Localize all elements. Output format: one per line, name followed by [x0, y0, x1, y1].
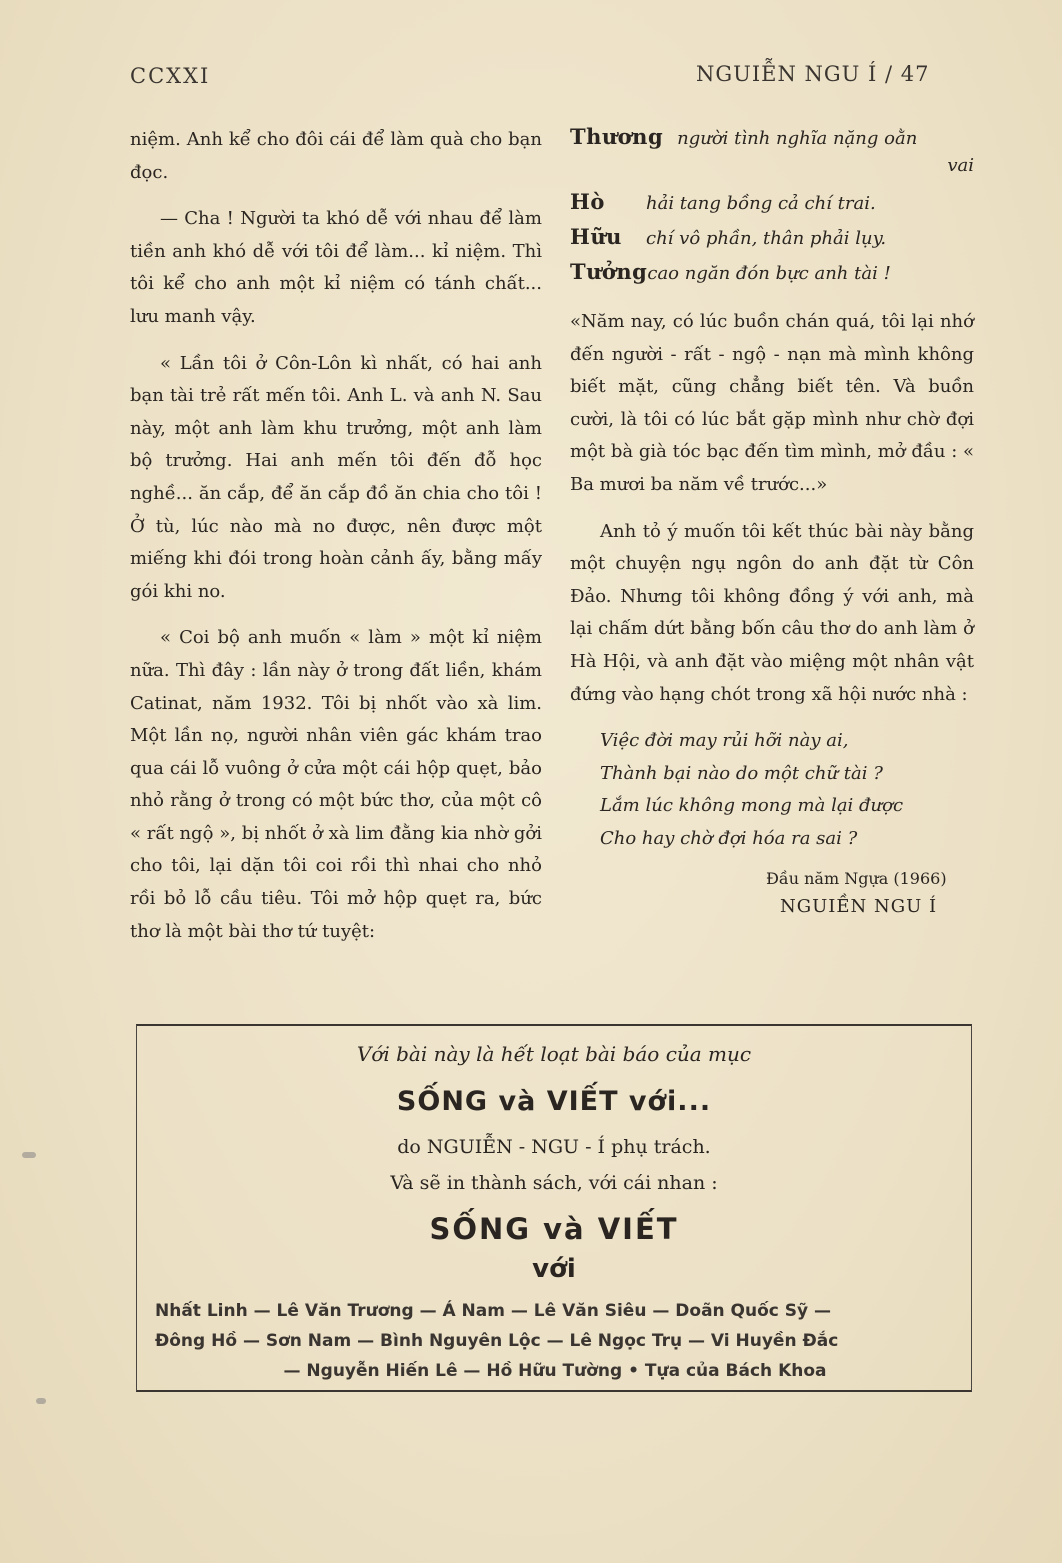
book-title-sub: với: [532, 1254, 576, 1284]
verse-line: Cho hay chờ đợi hóa ra sai ?: [600, 827, 858, 849]
poem-first-word: Tưởng: [570, 259, 648, 284]
page-section-number: CCXXI: [130, 64, 211, 88]
binding-hole: [22, 1152, 36, 1158]
author-row: Nhất Linh — Lê Văn Trương — Á Nam — Lê Văn Siêu — Doãn Quốc Sỹ —: [155, 1301, 832, 1321]
verse-line: Lắm lúc không mong mà lại được: [600, 795, 904, 817]
poem-line: [570, 120, 974, 155]
poem-line: [570, 255, 974, 290]
verse-line: Thành bại nào do một chữ tài ?: [600, 762, 883, 784]
poem-first-word: Hò: [570, 189, 605, 214]
author-row: — Nguyễn Hiến Lê — Hồ Hữu Tường • Tựa của Bách Khoa: [283, 1361, 827, 1381]
acrostic-poem: [570, 120, 974, 290]
poem-line-text: cao ngăn đón bực anh tài !: [647, 263, 891, 284]
binding-hole: [36, 1398, 46, 1404]
verse-line: Việc đời may rủi hỡi này ai,: [600, 730, 849, 752]
right-column: [570, 120, 974, 917]
poem-first-word: Hữu: [570, 224, 622, 249]
paragraph: «Năm nay, có lúc buồn chán quá, tôi lại nhớ đến người - rất - ngộ - nạn mà mình không biết mặt, cũng chẳng biết tên. Và buồn cười, là tôi có lúc bắt gặp mình như chờ đợi một bà già tóc bạc đến tìm mình, mở đầu : « Ba mươi ba năm về trước...»: [570, 311, 974, 495]
signature-name: NGUIỀN NGU Í: [780, 896, 938, 918]
page-running-head: NGUIỄN NGU Í / 47: [696, 62, 930, 86]
left-column: [130, 124, 542, 962]
notice-series-title: SỐNG và VIẾT với...: [396, 1086, 712, 1117]
poem-line-text: hải tang bồng cả chí trai.: [646, 193, 876, 214]
poem-line-text: người tình nghĩa nặng oằn: [677, 128, 918, 149]
poem-first-word: Thương: [570, 124, 664, 149]
paragraph: niệm. Anh kể cho đôi cái để làm quà cho bạn đọc.: [130, 129, 542, 183]
notice-book-line: Và sẽ in thành sách, với cái nhan :: [390, 1172, 718, 1194]
notice-editor-line: do NGUIỄN - NGU - Í phụ trách.: [397, 1136, 711, 1158]
paragraph: « Lần tôi ở Côn-Lôn kì nhất, có hai anh bạn tài trẻ rất mến tôi. Anh L. và anh N. Sau này, một anh làm khu trưởng, một anh làm bộ trưởng. Hai anh mến tôi đến đỗ học nghề... ăn cắp, để ăn cắp đồ ăn chia cho tôi ! Ở tù, lúc nào mà no được, nên được một miếng khi đói trong hoàn cảnh ấy, bằng mấy gói khi no.: [130, 352, 542, 602]
signature-date: Đầu năm Ngựa (1966): [766, 869, 947, 889]
closing-verse: [600, 725, 974, 855]
poem-line: [570, 220, 974, 255]
poem-line: [570, 185, 974, 220]
author-list: [155, 1296, 955, 1386]
paragraph: « Coi bộ anh muốn « làm » một kỉ niệm nữa. Thì đây : lần này ở trong đất liền, khám Catinat, năm 1932. Tôi bị nhốt vào xà lim. Một lần nọ, người nhân viên gác khám trao qua cái lỗ vuông ở cửa một cái hộp quẹt, bảo nhỏ rằng ở trong có một bức thơ, của một cô « rất ngộ », bị nhốt ở xà lim đằng kia nhờ gởi cho tôi, lại dặn tôi coi rồi thì nhai cho nhỏ rồi bỏ lỗ cầu tiêu. Tôi mở hộp quẹt ra, bức thơ là một bài thơ tứ tuyệt:: [130, 627, 542, 942]
poem-line-continuation: vai: [947, 155, 974, 176]
series-notice-box: [136, 1024, 972, 1392]
book-title: SỐNG và VIẾT: [429, 1212, 679, 1246]
author-row: Đông Hồ — Sơn Nam — Bình Nguyên Lộc — Lê Ngọc Trụ — Vi Huyền Đắc: [155, 1331, 839, 1351]
notice-intro: Với bài này là hết loạt bài báo của mục: [356, 1042, 752, 1066]
paragraph: — Cha ! Người ta khó dễ với nhau để làm tiền anh khó dễ với tôi để làm... kỉ niệm. Thì tôi kể cho anh một kỉ niệm có tánh chất... lưu manh vậy.: [130, 208, 542, 327]
poem-line-text: chí vô phần, thân phải lụy.: [646, 228, 887, 249]
paragraph: Anh tỏ ý muốn tôi kết thúc bài này bằng một chuyện ngụ ngôn do anh đặt từ Côn Đảo. Nhưng tôi không đồng ý với anh, mà lại chấm dứt bằng bốn câu thơ do anh làm ở Hà Hội, và anh đặt vào miệng một nhân vật đứng vào hạng chót trong xã hội nước nhà :: [570, 520, 974, 705]
